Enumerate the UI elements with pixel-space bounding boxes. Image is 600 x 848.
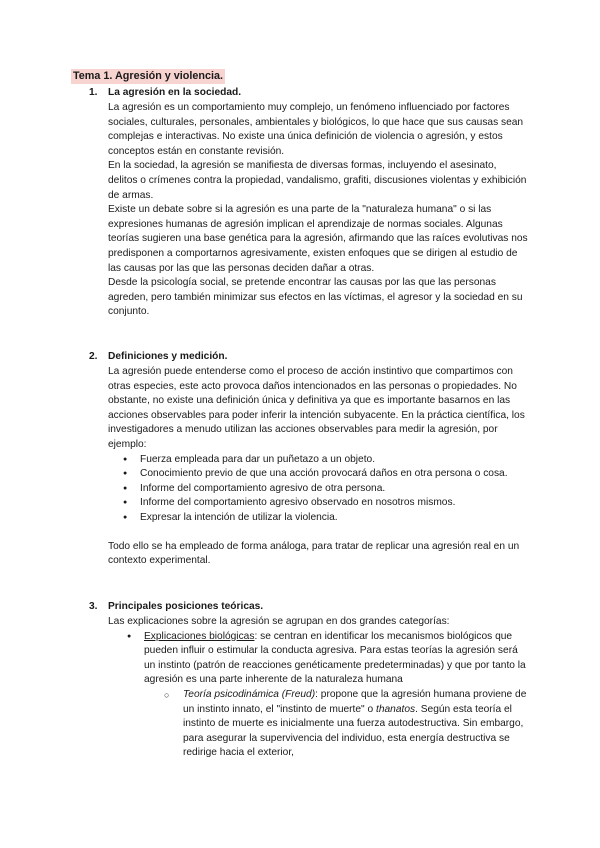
list-item-text: : se centran en identificar los mecanismos biológicos que pueden influir o estimular la conducta agresiva. Para estas teorías la agresión será un instinto (patrón de reacciones genéticamente predeterminadas) y que por tanto la agresión es una parte inherente de la naturaleza humana xyxy=(144,630,526,686)
theory-term: Teoría psicodinámica (Freud) xyxy=(183,688,316,700)
list-item: ● Expresar la intención de utilizar la violencia. xyxy=(104,511,528,526)
list-item: ● Conocimiento previo de que una acción provocará daños en otra persona o cosa. xyxy=(104,467,528,482)
paragraph: Las explicaciones sobre la agresión se agrupan en dos grandes categorías: xyxy=(108,616,450,627)
paragraph: La agresión puede entenderse como el proceso de acción instintivo que compartimos con otras especies, este acto provoca daños intencionados en las personas o propiedades. No obstante, no existe una definición única y definitiva ya que es importante basarnos en las acciones observables para poder inferir la intención subyacente. En la práctica científica, los investigadores a menudo utilizan las acciones observables para medir la agresión, por ejemplo: xyxy=(108,366,525,450)
section-number: 3. xyxy=(89,601,98,612)
section-1-body xyxy=(108,101,528,320)
section-1-heading xyxy=(89,86,529,101)
sub-item-term: thanatos xyxy=(376,703,416,715)
list-item: ● Fuerza empleada para dar un puñetazo a un objeto. xyxy=(104,453,528,468)
paragraph: La agresión es un comportamiento muy complejo, un fenómeno influenciado por factores sociales, culturales, personales, ambientales y biológicos, lo que hace que sus causas sean complejas e interactivas. No existe una única definición de violencia o agresión, y estos conceptos están en constante revisión. xyxy=(108,102,524,157)
page-title: Tema 1. Agresión y violencia. xyxy=(73,70,224,82)
sub-item-text: . Según esta teoría el instinto de muerte es inicialmente una fuerza autodestructiva. Sin embargo, para asegurar la supervivencia del individuo, esta energía destructiva se redirige hacia el exterior, xyxy=(183,703,524,759)
list-item xyxy=(89,630,529,688)
section-title: La agresión en la sociedad. xyxy=(108,87,242,98)
section-3-heading xyxy=(89,600,529,615)
section-number: 2. xyxy=(89,351,98,362)
section-2-heading xyxy=(89,350,529,365)
list-item: ● Informe del comportamiento agresivo de otra persona. xyxy=(104,482,528,497)
section-title: Definiciones y medición. xyxy=(108,351,228,362)
section-2-body xyxy=(108,365,528,569)
sub-item-text: : propone que la agresión humana proviene de un instinto innato, el "instinto de muerte" o xyxy=(183,688,527,715)
term-link: Explicaciones biológicas xyxy=(144,630,255,642)
theory-sublist xyxy=(109,688,529,761)
section-title: Principales posiciones teóricas. xyxy=(108,601,264,612)
paragraph: Todo ello se ha empleado de forma análoga, para tratar de replicar una agresión real en un contexto experimental. xyxy=(108,540,520,567)
explanations-list xyxy=(89,630,529,688)
list-item: ● Informe del comportamiento agresivo observado en nosotros mismos. xyxy=(104,496,528,511)
paragraph: Existe un debate sobre si la agresión es una parte de la "naturaleza humana" o si las expresiones humanas de agresión implican el aprendizaje de normas sociales. Algunas teorías sugieren una base genética para la agresión, afirmando que las raíces evolutivas nos predisponen a comportarnos agresivamente, existen enfoques que se dirigen al estudio de las causas por las que las personas deciden dañar a otras. xyxy=(108,204,528,274)
section-number: 1. xyxy=(89,87,98,98)
sub-list-item xyxy=(109,688,529,761)
measure-list xyxy=(104,453,528,526)
section-3-body xyxy=(89,615,529,761)
paragraph: Desde la psicología social, se pretende encontrar las causas por las que las personas agreden, pero también minimizar sus efectos en las víctimas, el agresor y la sociedad en su conjunto. xyxy=(108,277,523,318)
paragraph: En la sociedad, la agresión se manifiesta de diversas formas, incluyendo el asesinato, delitos o crímenes contra la propiedad, vandalismo, grafiti, discusiones violentas y exhibición de armas. xyxy=(108,160,527,201)
